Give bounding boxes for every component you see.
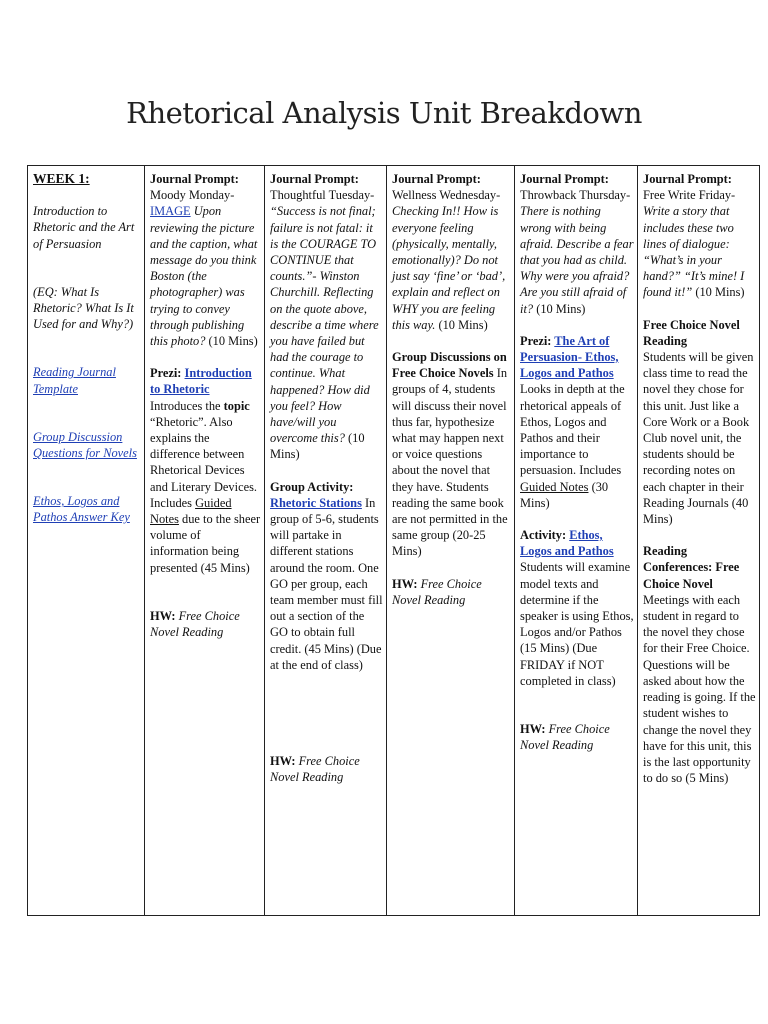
reading-journal-template-link[interactable]: Reading Journal Template [33,365,116,396]
week-label: WEEK 1: [33,171,90,186]
table-row [28,166,760,916]
wednesday-day-label: Wellness Wednesday- [392,188,501,203]
free-choice-reading-text: Students will be given class time to read the novel they chose for this unit. Just like a Core Work or a Book Club novel unit, the students should be recording notes on each chapter in their Reading Journals (40 Mins) [643,350,754,527]
thursday-homework: HW: Free Choice Novel Reading [520,722,610,753]
monday-prompt-time: (10 Mins) [205,334,258,349]
prezi-label: Prezi: [150,366,185,381]
image-link[interactable]: IMAGE [150,204,191,219]
monday-day-label: Moody Monday- IMAGE Upon reviewing the picture and the caption, what message do you think Boston (the photographer) was trying to convey through publishing this photo? (10 Mins) [150,188,258,349]
wednesday-group-discussion: Group Discussions on Free Choice Novels In groups of 4, students will discuss their novel thus far, hypothesize what may happen next or voice questions about the novel that they have. Students reading the same book are not permitted in the same group (20-25 Mins) [392,350,508,559]
thursday-prompt: Throwback Thursday- There is nothing wrong with being afraid. Describe a fear that you had as child. Why were you afraid? Are you still afraid of it? (10 Mins) [520,188,634,316]
tuesday-day-label: Thoughtful Tuesday- [270,188,375,203]
friday-cell [638,166,760,916]
monday-cell [145,166,265,916]
essential-question: (EQ: What Is Rhetoric? What Is It Used for and Why?) [33,284,134,332]
wednesday-homework: HW: Free Choice Novel Reading [392,576,482,607]
monday-journal-section [150,172,261,349]
page-title: Rhetorical Analysis Unit Breakdown [126,96,642,130]
thursday-cell [515,166,638,916]
art-of-persuasion-link[interactable]: The Art of Persuasion- Ethos, Logos and Pathos [520,333,619,381]
journal-prompt-label: Journal Prompt: [270,172,359,186]
journal-prompt-label: Journal Prompt: [150,172,239,186]
wednesday-cell [387,166,515,916]
unit-breakdown-table [27,165,760,916]
group-discussion-questions-link[interactable]: Group Discussion Questions for Novels [33,429,137,461]
week-intro: Introduction to Rhetoric and the Art of Persuasion [33,204,135,251]
introduction-to-rhetoric-link[interactable]: Introduction to Rhetoric [150,366,252,397]
tuesday-activity: Group Activity: Rhetoric Stations In group of 5-6, students will partake in different stations around the room. One GO per group, each team member must fill out a section of the GO to obtain full credit. (45 Mins) (Due at the end of class) [270,479,383,672]
monday-homework: HW: Free Choice Novel Reading [150,608,240,640]
free-choice-reading-label: Free Choice Novel Reading [643,317,740,348]
thursday-prezi-section: Prezi: The Art of Persuasion- Ethos, Logos and Pathos Looks in depth at the rhetorical appeals of Ethos, Logos and Pathos and their importance to persuasion. Includes Guided Notes (30 Mins) [520,333,625,510]
guided-notes-text: Guided Notes [150,495,232,527]
monday-prezi-section: Prezi: Introduction to Rhetoric Introduces the topic “Rhetoric”. Also explains the difference between Rhetorical Devices and Literary Devices. Includes Guided Notes due to the sheer volume of information being presented (45 Mins) [150,366,261,575]
wednesday-prompt: Checking In!! How is everyone feeling (physically, mentally, emotionally)? Do not just say ‘fine’ or ‘bad’, explain and reflect on WHY you are feeling this way. (10 Mins) [392,204,506,332]
monday-prompt: Upon reviewing the picture and the caption, what message do you think Boston (the photographer) was trying to convey through publishing this photo? [150,204,258,349]
tuesday-prompt: “Success is not final; failure is not fatal: it is the COURAGE TO CONTINUE that counts.”- Winston Churchill. Reflecting on the quote above, describe a time where you have failed but had the courage to continue. What happened? How did you feel? How have/will you overcome this? (10 Mins) [270,204,379,462]
rhetoric-stations-link[interactable]: Rhetoric Stations [270,495,362,510]
thursday-activity: Activity: Ethos, Logos and Pathos Students will examine model texts and determine if the speaker is using Ethos, Logos and/or Pathos (15 Mins) (Due FRIDAY if NOT completed in class) [520,528,634,688]
tuesday-cell [265,166,387,916]
reading-conferences: Reading Conferences: Free Choice Novel Meetings with each student in regard to the novel they chose for their Free Choice. Questions will be asked about how the reading is going. If the student wishes to change the novel they have for this unit, this is the last opportunity to do so (5 Mins) [643,544,756,786]
ethos-logos-pathos-answer-key-link[interactable]: Ethos, Logos and Pathos Answer Key [33,494,130,525]
journal-prompt-label: Journal Prompt: [392,172,481,186]
journal-prompt-label: Journal Prompt: [520,172,609,186]
week-cell [28,166,145,916]
friday-prompt: Journal Prompt: Free Write Friday- Write a story that includes these two lines of dialogue: “What’s in your hand?” “It’s mine! I found it!” (10 Mins) [643,172,745,300]
ethos-logos-pathos-link[interactable]: Ethos, Logos and Pathos [520,528,614,559]
tuesday-homework: HW: Free Choice Novel Reading [270,754,360,785]
